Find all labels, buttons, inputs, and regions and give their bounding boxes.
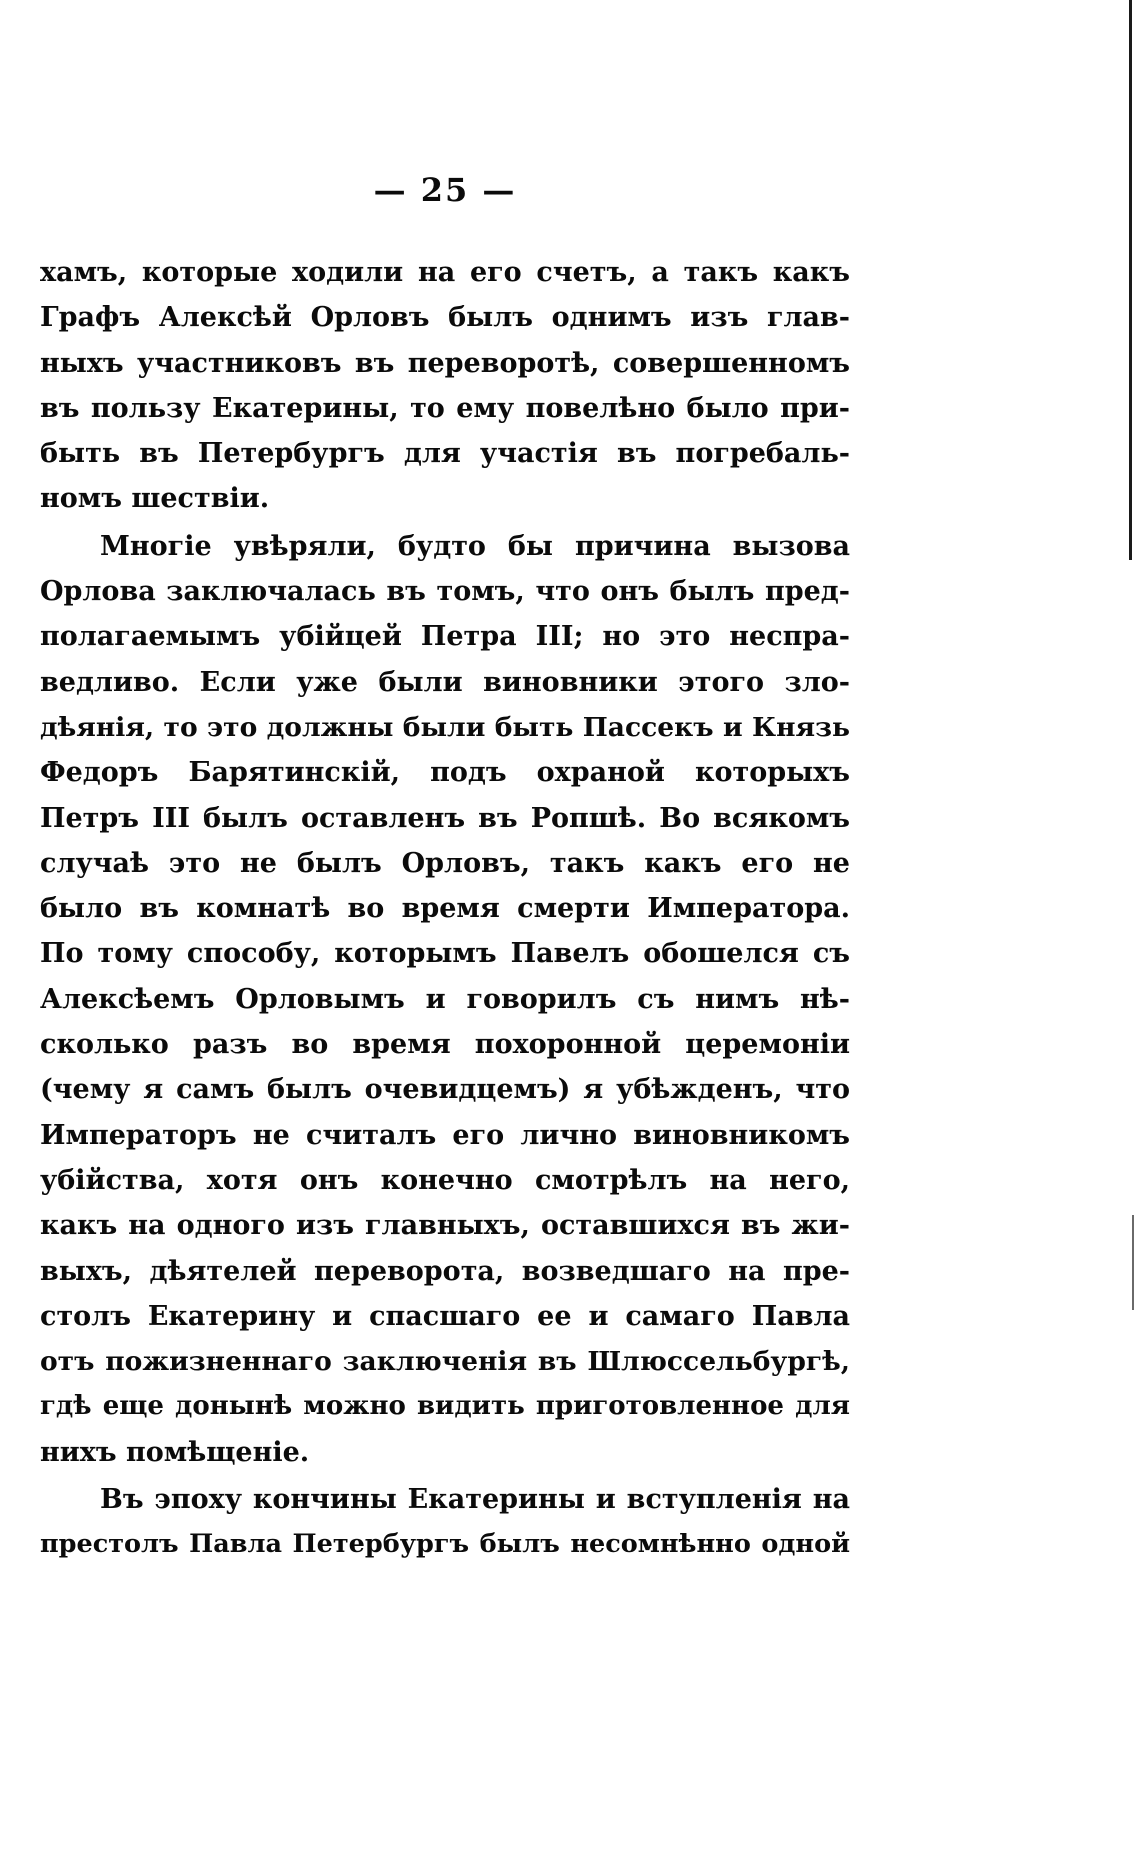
text-line: выхъ, дѣятелей переворота, возведшаго на пре- [40,1255,850,1287]
text-line: Орлова заключалась въ томъ, что онъ былъ пред- [40,576,850,608]
text-line: какъ на одного изъ главныхъ, оставшихся въ жи- [40,1210,850,1242]
text-line: полагаемымъ убійцей Петра III; но это неспра- [40,621,850,653]
page-edge-mark [1132,1215,1134,1310]
page-number: — 25 — [373,171,517,209]
text-line: Многіе увѣряли, будто бы причина вызова [100,530,850,562]
text-line: ведливо. Если уже были виновники этого зло- [40,666,850,698]
text-line: Алексѣемъ Орловымъ и говорилъ съ нимъ нѣ- [40,983,850,1015]
text-line: въ пользу Екатерины, то ему повелѣно было при- [40,392,850,424]
paragraph [40,250,850,522]
text-line: По тому способу, которымъ Павелъ обошелся съ [40,938,850,970]
body-text [40,250,850,1568]
text-line: Федоръ Барятинскій, подъ охраной которыхъ [40,757,850,789]
text-line: Графъ Алексѣй Орловъ былъ однимъ изъ глав- [40,302,850,334]
text-line: столъ Екатерину и спасшаго ее и самаго Павла [40,1300,850,1332]
text-line: убійства, хотя онъ конечно смотрѣлъ на него, [40,1164,850,1196]
text-line: (чему я самъ былъ очевидцемъ) я убѣжденъ, что [40,1074,850,1106]
text-line: хамъ, которые ходили на его счетъ, а такъ какъ [40,257,850,288]
text-line: отъ пожизненнаго заключенія въ Шлюссельбургѣ, [40,1346,850,1378]
paragraph [40,1477,850,1568]
text-line: сколько разъ во время похоронной церемоніи [40,1029,850,1061]
text-line: гдѣ еще донынѣ можно видить приготовленное для [40,1391,850,1422]
text-line: престолъ Павла Петербургъ былъ несомнѣнно одной [40,1529,850,1560]
text-line: Въ эпоху кончины Екатерины и вступленія на [100,1484,850,1516]
text-line: номъ шествіи. [40,483,270,515]
text-line: ныхъ участниковъ въ переворотѣ, совершенномъ [40,347,850,379]
paragraph [40,524,850,1475]
text-line: дѣянія, то это должны были быть Пассекъ и Князь [40,711,850,743]
text-line: Императоръ не считалъ его лично виновникомъ [40,1119,850,1151]
text-line: быть въ Петербургъ для участія въ погребаль- [40,438,850,470]
text-line: нихъ помѣщеніе. [40,1436,310,1468]
text-line: Петръ III былъ оставленъ въ Ропшѣ. Во всякомъ [40,802,850,834]
text-line: случаѣ это не былъ Орловъ, такъ какъ его не [40,847,850,879]
page-edge-line [1129,0,1132,560]
text-line: было въ комнатѣ во время смерти Императора. [40,893,850,925]
